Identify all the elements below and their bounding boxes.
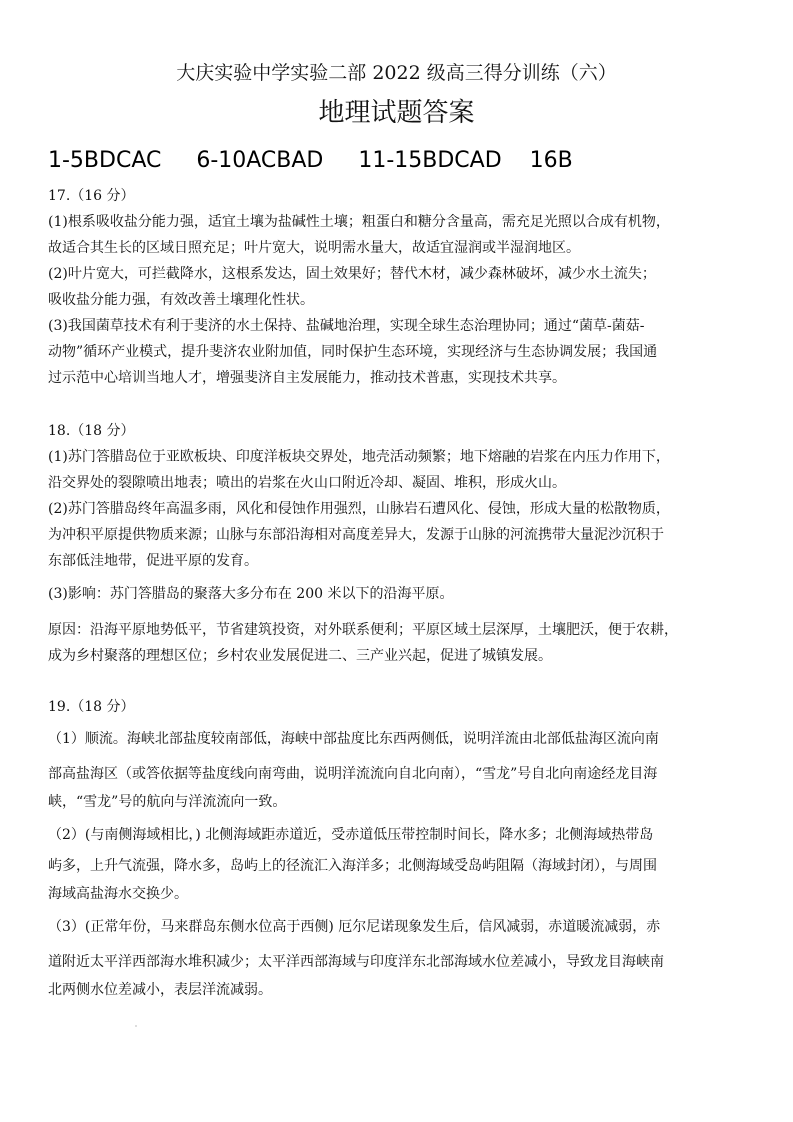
q18-line: 原因：沿海平原地势低平，节省建筑投资，对外联系便利；平原区域土层深厚，土壤肥沃，便于农耕， (48, 622, 678, 638)
q18-line: 成为乡村聚落的理想区位；乡村农业发展促进二、三产业兴起，促进了城镇发展。 (48, 648, 552, 664)
q18-line: (2)苏门答腊岛终年高温多雨，风化和侵蚀作用强烈，山脉岩石遭风化、侵蚀，形成大量的松散物质， (48, 501, 670, 517)
q17-heading: 17.（16 分） (48, 188, 135, 204)
q19-line: 北两侧水位差减小，表层洋流减弱。 (48, 982, 272, 998)
exam-title: 大庆实验中学实验二部 2022 级高三得分训练（六） (176, 62, 617, 84)
q17-line: (1)根系吸收盐分能力强，适宜土壤为盐碱性土壤；粗蛋白和糖分含量高，需充足光照以合成有机物， (48, 214, 670, 230)
answer-title: 地理试题答案 (318, 98, 475, 128)
q19-line: 峡，“雪龙”号的航向与洋流流向一致。 (48, 794, 287, 810)
q18-heading: 18.（18 分） (48, 423, 135, 439)
q18-line: 为冲积平原提供物质来源；山脉与东部沿海相对高度差异大，发源于山脉的河流携带大量泥沙沉积于 (48, 527, 664, 543)
q19-line: 部高盐海区（或答依据等盐度线向南弯曲，说明洋流流向自北向南），“雪龙”号自北向南途经龙目海 (48, 766, 658, 782)
q18-line: (3)影响：苏门答腊岛的聚落大多分布在 200 米以下的沿海平原。 (48, 586, 454, 602)
q19-line: 海域高盐海水交换少。 (48, 886, 188, 902)
q19-heading: 19.（18 分） (48, 699, 135, 715)
q19-line: 道附近太平洋西部海水堆积减少；太平洋西部海域与印度洋东北部海域水位差减小，导致龙目海峡南 (48, 954, 664, 970)
q17-line: (2)叶片宽大，可拦截降水，这根系发达，固土效果好；替代木材，减少森林破坏，减少水土流失； (48, 266, 656, 282)
q19-line: 屿多，上升气流强，降水多，岛屿上的径流汇入海洋多；北侧海域受岛屿阻隔（海域封闭），与周围 (48, 858, 657, 874)
q18-line: (1)苏门答腊岛位于亚欧板块、印度洋板块交界处，地壳活动频繁；地下熔融的岩浆在内压力作用下， (48, 449, 670, 465)
q18-line: 沿交界处的裂隙喷出地表；喷出的岩浆在火山口附近冷却、凝固、堆积，形成火山。 (48, 475, 566, 491)
q17-line: 过示范中心培训当地人才，增强斐济自主发展能力，推动技术普惠，实现技术共享。 (48, 370, 566, 386)
q19-line: （3）(正常年份，马来群岛东侧水位高于西侧) 厄尔尼诺现象发生后，信风减弱，赤道暖流减弱，赤 (48, 919, 661, 935)
multiple-choice-answers: 1-5BDCAC 6-10ACBAD 11-15BDCAD 16B (48, 148, 573, 173)
q17-line: 动物”循环产业模式，提升斐济农业附加值，同时保护生态环境，实现经济与生态协调发展；我国通 (48, 344, 658, 360)
q19-line: （2）(与南侧海域相比，) 北侧海域距赤道近，受赤道低压带控制时间长，降水多；北侧海域热带岛 (48, 827, 654, 843)
q19-line: （1）顺流。海峡北部盐度较南部低，海峡中部盐度比东西两侧低，说明洋流由北部低盐海区流向南 (48, 731, 659, 747)
q17-line: (3)我国菌草技术有利于斐济的水土保持、盐碱地治理，实现全球生态治理协同；通过“菌草-菌菇- (48, 318, 645, 334)
q17-line: 吸收盐分能力强，有效改善土壤理化性状。 (48, 292, 314, 308)
q17-line: 故适合其生长的区域日照充足；叶片宽大，说明需水量大，故适宜湿润或半湿润地区。 (48, 240, 580, 256)
q18-line: 东部低洼地带，促进平原的发育。 (48, 553, 258, 569)
scan-speck (135, 1025, 137, 1027)
